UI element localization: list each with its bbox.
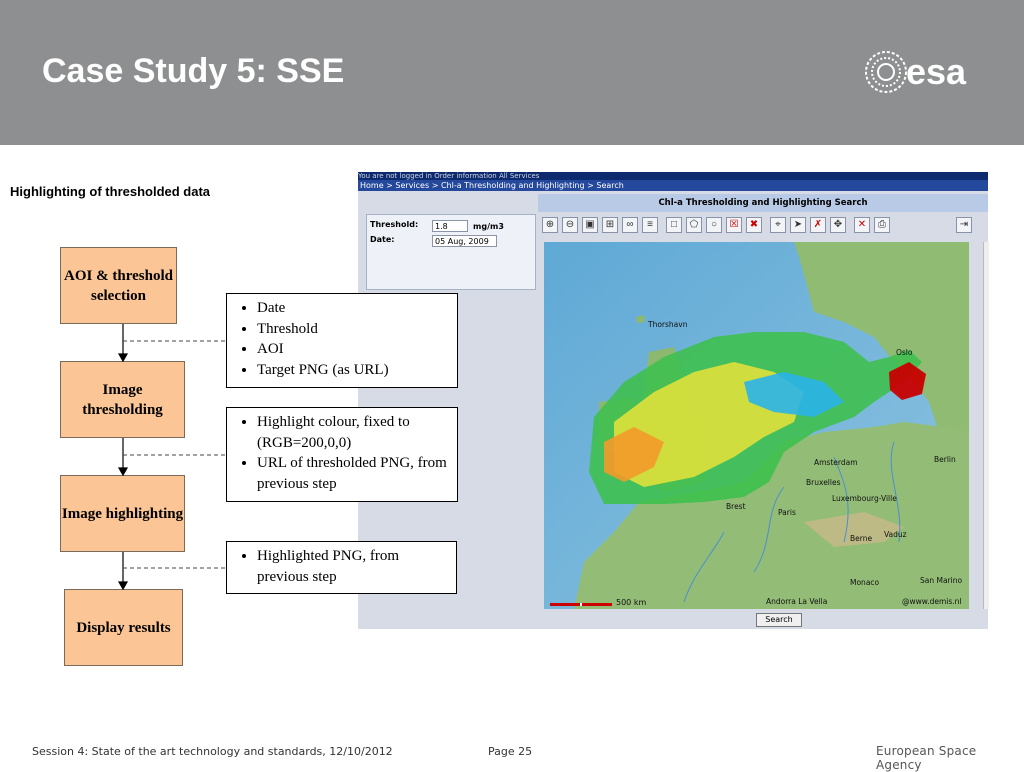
step-label: AOI & threshold selection: [64, 267, 173, 304]
step-image-thresholding: [60, 361, 185, 438]
scale-bar: [550, 603, 612, 606]
map-label-paris: Paris: [778, 508, 796, 517]
step-aoi-threshold-selection: [60, 247, 177, 324]
note-item: • Threshold: [257, 319, 451, 340]
app-top-bar: You are not logged in Order information All Services: [358, 172, 988, 180]
date-label: Date:: [370, 235, 395, 244]
map-label-amsterdam: Amsterdam: [814, 458, 858, 467]
map-label-berne: Berne: [850, 534, 873, 543]
draw-circle-icon[interactable]: ○: [706, 217, 722, 233]
zoom-box-icon[interactable]: ▣: [582, 217, 598, 233]
zoom-extent-icon[interactable]: ⊞: [602, 217, 618, 233]
panel-title: Chl-a Thresholding and Highlighting Search: [658, 198, 868, 208]
draw-polygon-icon[interactable]: ⬠: [686, 217, 702, 233]
map-label-thorshavn: Thorshavn: [648, 320, 688, 329]
threshold-input[interactable]: [432, 220, 468, 232]
pointer-icon[interactable]: ➤: [790, 217, 806, 233]
map-label-san-marino: San Marino: [920, 576, 963, 585]
zoom-out-icon[interactable]: ⊖: [562, 217, 578, 233]
search-button[interactable]: Search: [756, 613, 802, 627]
close-icon[interactable]: ✕: [854, 217, 870, 233]
map-label-vaduz: Vaduz: [884, 530, 907, 539]
date-input[interactable]: [432, 235, 497, 247]
clear-selection-icon[interactable]: ✗: [810, 217, 826, 233]
binoculars-icon[interactable]: ∞: [622, 217, 638, 233]
map-label-andorra: Andorra La Vella: [766, 597, 828, 606]
map-graphic: [544, 242, 969, 609]
panel-header: [538, 194, 988, 212]
note-highlight-params: [226, 407, 458, 502]
note-item: • AOI: [257, 339, 451, 360]
slide-header: [0, 0, 1024, 145]
map-copyright: @www.demis.nl: [902, 597, 962, 606]
step-image-highlighting: [60, 475, 185, 552]
draw-rectangle-icon[interactable]: □: [666, 217, 682, 233]
note-item: • Target PNG (as URL): [257, 360, 451, 381]
breadcrumb[interactable]: Home > Services > Chl-a Thresholding and Highlighting > Search: [360, 181, 624, 190]
slide-subtitle: Highlighting of thresholded data: [10, 184, 211, 199]
print-icon[interactable]: ⎙: [874, 217, 890, 233]
step-label: Image highlighting: [61, 505, 184, 522]
note-inputs: [226, 293, 458, 388]
map-label-brest: Brest: [726, 502, 746, 511]
note-item: • Date: [257, 298, 451, 319]
map-view[interactable]: [544, 242, 969, 609]
step-label: Image thresholding: [82, 381, 163, 418]
map-label-oslo: Oslo: [896, 348, 913, 357]
svg-text:esa: esa: [906, 51, 967, 92]
threshold-unit: mg/m3: [473, 222, 504, 231]
esa-logo: [862, 42, 1002, 104]
footer-agency: European Space Agency: [876, 744, 977, 772]
layers-icon[interactable]: ≡: [642, 217, 658, 233]
measure-icon[interactable]: ⌖: [770, 217, 786, 233]
note-item: • Highlighted PNG, from previous step: [257, 546, 450, 587]
scale-label: 500 km: [616, 598, 647, 607]
map-toolbar: [542, 217, 988, 237]
step-display-results: [64, 589, 183, 666]
map-label-luxembourg: Luxembourg-Ville: [832, 494, 897, 503]
zoom-in-icon[interactable]: ⊕: [542, 217, 558, 233]
threshold-label: Threshold:: [370, 220, 419, 229]
slide-title: Case Study 5: SSE: [42, 52, 345, 90]
map-label-bruxelles: Bruxelles: [806, 478, 841, 487]
breadcrumb-bar: [358, 180, 988, 191]
search-form: [366, 214, 536, 290]
map-label-monaco: Monaco: [850, 578, 880, 587]
pan-icon[interactable]: ✥: [830, 217, 846, 233]
step-label: Display results: [76, 619, 171, 636]
note-item: • URL of thresholded PNG, from previous step: [257, 453, 451, 494]
map-side-scrollbar[interactable]: [983, 242, 989, 609]
note-item: • Highlight colour, fixed to (RGB=200,0,0): [257, 412, 451, 453]
map-label-berlin: Berlin: [934, 455, 956, 464]
delete-all-icon[interactable]: ✖: [746, 217, 762, 233]
note-output: [226, 541, 457, 594]
footer-page-number: Page 25: [488, 745, 533, 758]
expand-panel-icon[interactable]: ⇥: [956, 217, 972, 233]
footer-session: Session 4: State of the art technology and standards, 12/10/2012: [32, 745, 393, 758]
delete-shape-icon[interactable]: ☒: [726, 217, 742, 233]
